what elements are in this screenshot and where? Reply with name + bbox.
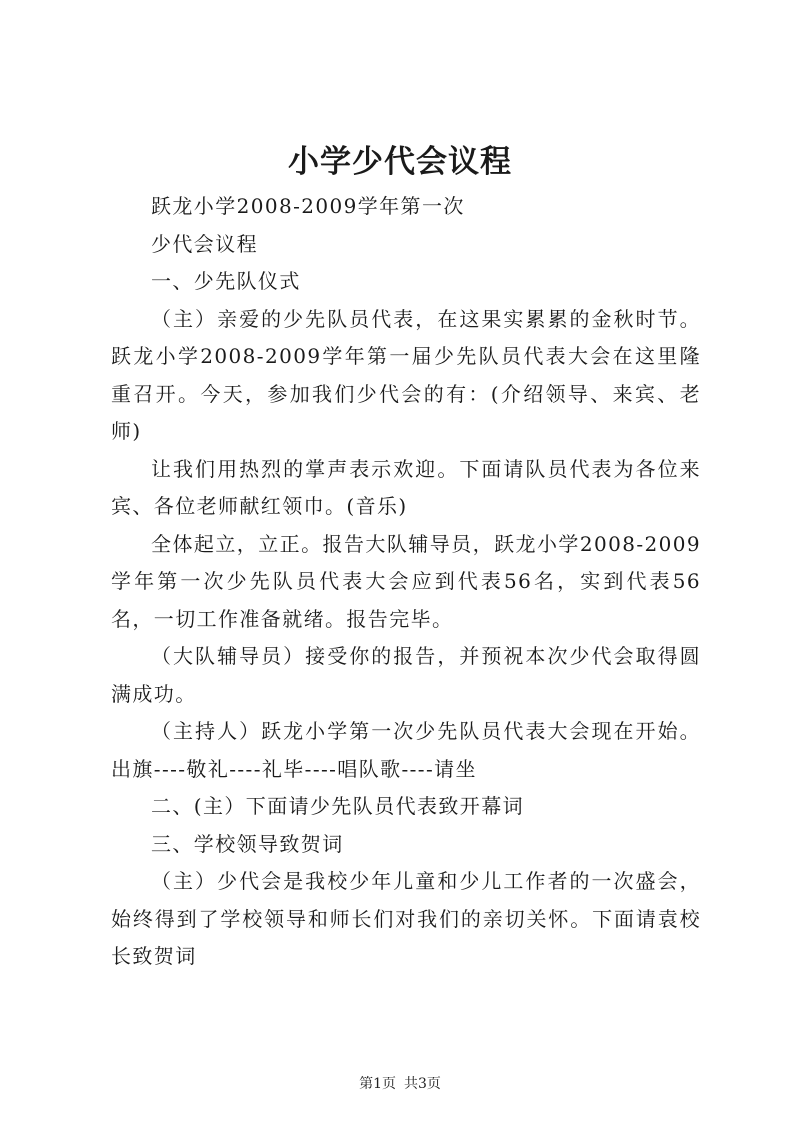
- paragraph: 跃龙小学2008-2009学年第一次: [151, 194, 465, 218]
- page-total: 共3页: [404, 1076, 441, 1092]
- document-title: 小学少代会议程: [288, 144, 512, 180]
- paragraph: 二、(主）下面请少先队员代表致开幕词: [151, 794, 525, 818]
- paragraph: 三、学校领导致贺词: [151, 831, 344, 856]
- paragraph: 全体起立，立正。报告大队辅导员，跃龙小学2008-2009学年第一次少先队员代表大会应到代表56名，实到代表56名，一切工作准备就绪。报告完毕。: [111, 531, 701, 631]
- page-footer: [0, 1074, 800, 1094]
- paragraph: （主）亲爱的少先队员代表，在这果实累累的金秋时节。跃龙小学2008-2009学年第一届少先队员代表大会在这里隆重召开。今天，参加我们少代会的有：(介绍领导、来宾、老师): [111, 306, 701, 443]
- page-number: 第1页: [359, 1076, 396, 1092]
- document-body: [111, 188, 701, 976]
- paragraph: （主）少代会是我校少年儿童和少儿工作者的一次盛会，始终得到了学校领导和师长们对我们的亲切关怀。下面请袁校长致贺词: [111, 869, 701, 968]
- paragraph: 让我们用热烈的掌声表示欢迎。下面请队员代表为各位来宾、各位老师献红领巾。(音乐): [111, 456, 701, 518]
- paragraph: 一、少先队仪式: [151, 269, 301, 293]
- paragraph: 少代会议程: [151, 231, 258, 256]
- paragraph: （主持人）跃龙小学第一次少先队员代表大会现在开始。出旗----敬礼----礼毕----唱队歌----请坐: [111, 719, 701, 781]
- paragraph: （大队辅导员）接受你的报告，并预祝本次少代会取得圆满成功。: [111, 644, 701, 706]
